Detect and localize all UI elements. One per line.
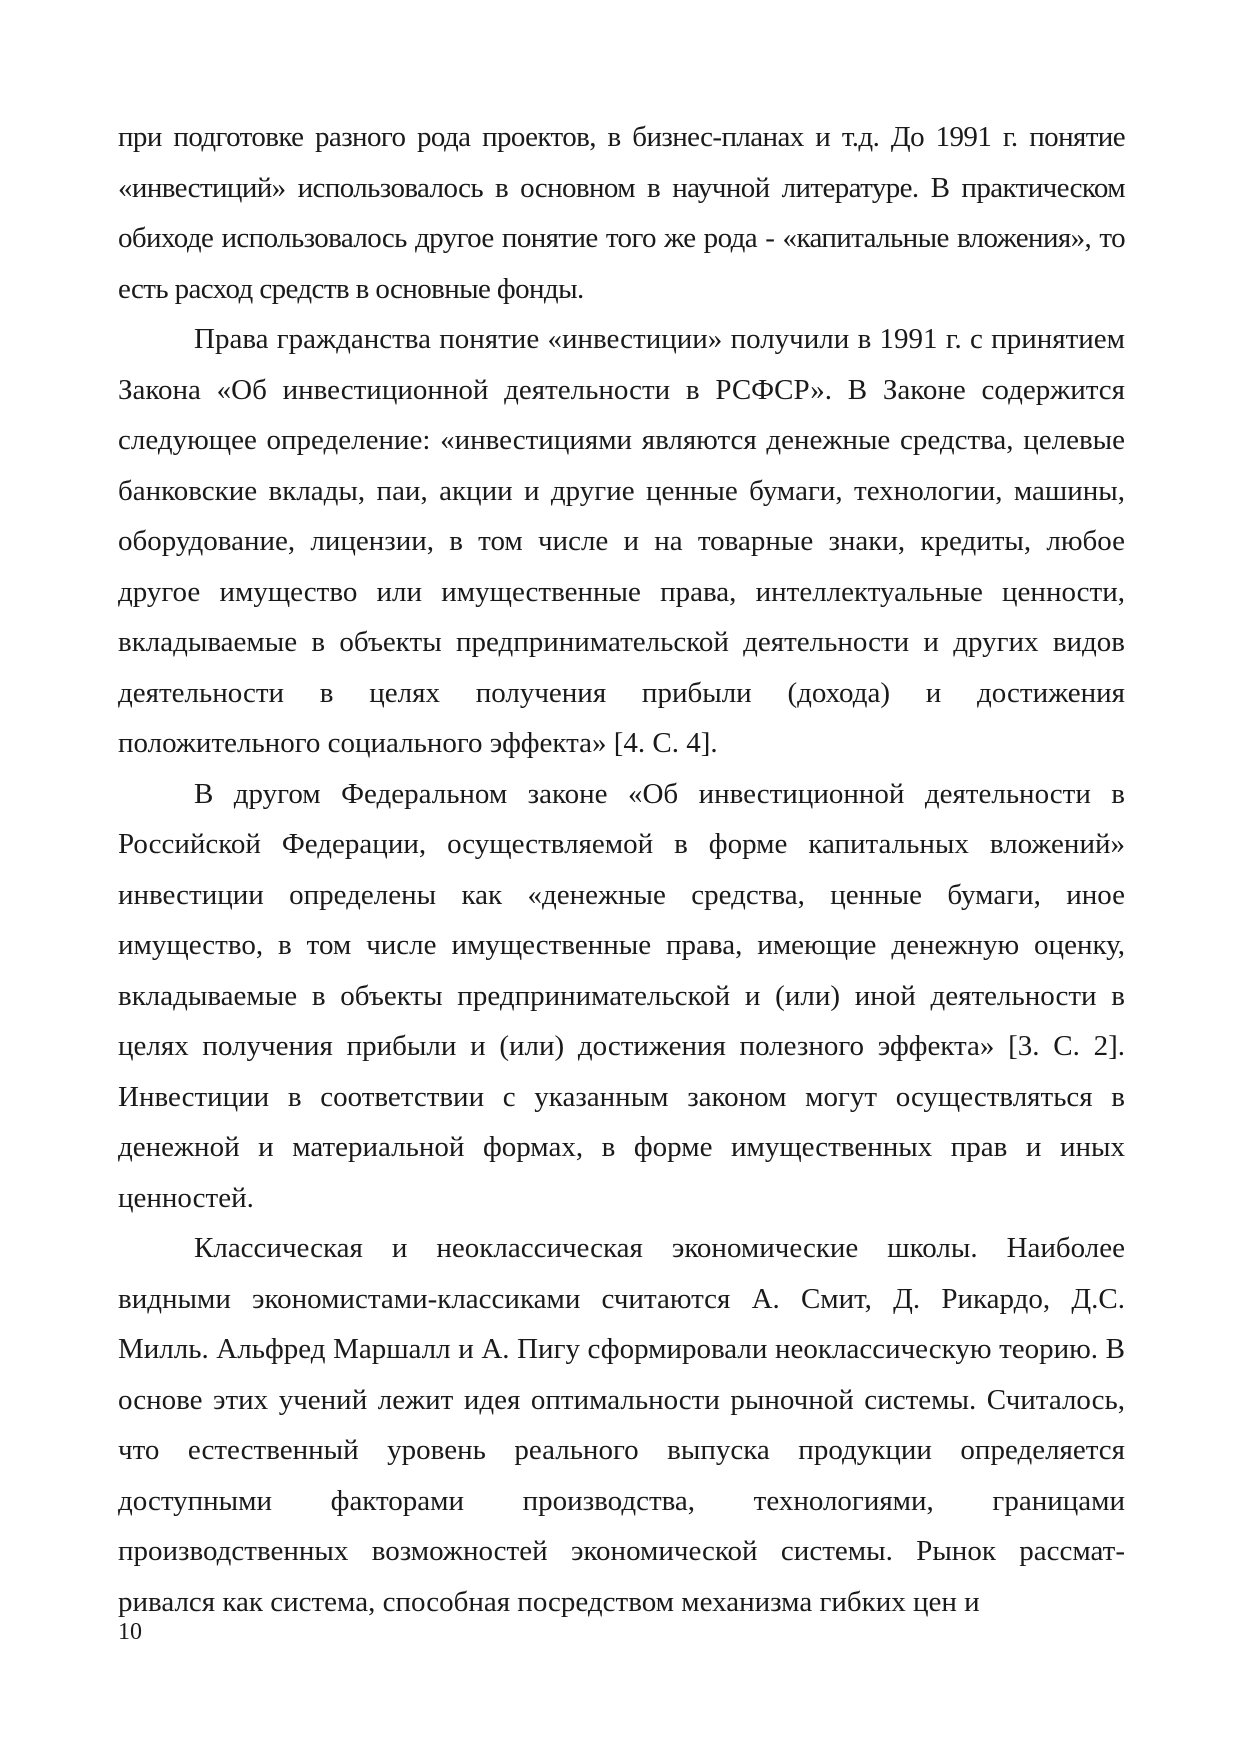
paragraph-1: при подготовке разного рода проектов, в бизнес-планах и т.д. До 1991 г. понятие «инвестиций» использовалось в основном в научной литературе. В практическом обиходе использовалось другое понятие того же рода - «капитальные вложения», то есть расход средств в основные фонды. [118,121,1125,305]
body-text [118,112,1125,1627]
page-number: 10 [118,1619,142,1645]
paragraph-2: Права гражданства понятие «инвестиции» получили в 1991 г. с принятием Закона «Об инвестиционной деятельности в РСФСР». В Законе содержится следующее определение: «инвестициями являются денежные средства, целевые банковские вклады, паи, акции и другие ценные бумаги, технологии, машины, оборудование, лицензии, в том числе и на товарные знаки, кредиты, любое другое имущество или имущественные права, интеллектуальные ценности, вкладываемые в объекты предпринимательской деятельности и других видов деятельности в целях получения прибыли (дохода) и достижения положительного социального эффекта» [4. С. 4]. [118,323,1125,759]
paragraph-4: Классическая и неоклассическая экономические школы. Наиболее видными экономистами-классиками считаются А. Смит, Д. Рикардо, Д.С. Милль. Альфред Маршалл и А. Пигу сформировали неоклассическую теорию. В основе этих учений лежит идея оптимальности рыночной системы. Считалось, что естественный уровень реального выпуска продукции определяется доступными факторами производства, технологиями, границами производственных возможностей экономической системы. Рынок рассмат-ривался как система, способная посредством механизма гибких цен и [118,1232,1125,1618]
paragraph-3: В другом Федеральном законе «Об инвестиционной деятельности в Российской Федерации, осуществляемой в форме капитальных вложений» инвестиции определены как «денежные средства, ценные бумаги, иное имущество, в том числе имущественные права, имеющие денежную оценку, вкладываемые в объекты предпринимательской и (или) иной деятельности в целях получения прибыли и (или) достижения полезного эффекта» [3. С. 2]. Инвестиции в соответствии с указанным законом могут осуществляться в денежной и материальной формах, в форме имущественных прав и иных ценностей. [118,777,1125,1214]
